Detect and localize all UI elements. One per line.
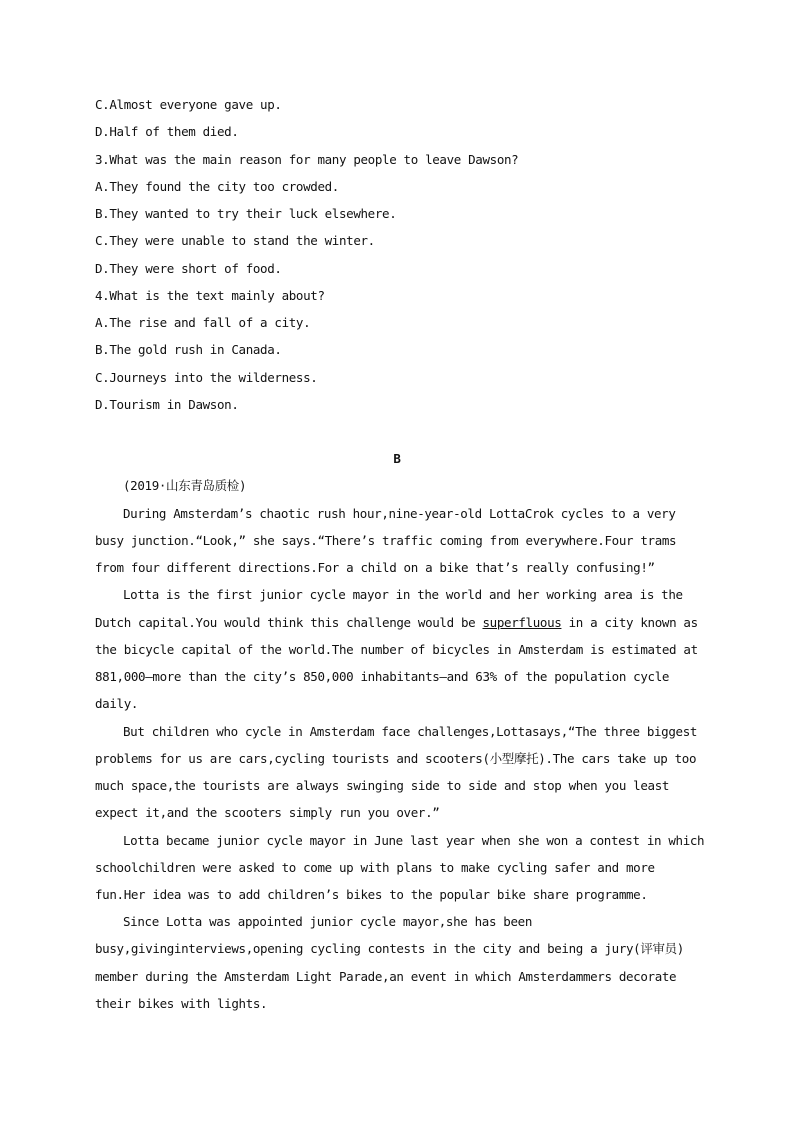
p5-line-1: Since Lotta was appointed junior cycle mayor,she has been	[123, 914, 533, 929]
p1-line-2: busy junction.“Look,” she says.“There’s traffic coming from everywhere.Four trams	[95, 533, 677, 548]
q4-option-b: B.The gold rush in Canada.	[95, 342, 282, 357]
p2-line-3: the bicycle capital of the world.The number of bicycles in Amsterdam is estimated at	[95, 642, 698, 657]
q3-option-a: A.They found the city too crowded.	[95, 179, 339, 194]
q4-stem: 4.What is the text mainly about?	[95, 288, 325, 303]
q4-option-d: D.Tourism in Dawson.	[95, 397, 239, 412]
p5-line-3: member during the Amsterdam Light Parade,an event in which Amsterdammers decorate	[95, 969, 677, 984]
p2-line-2-before: Dutch capital.You would think this challenge would be	[95, 615, 483, 630]
p5-line-4: their bikes with lights.	[95, 996, 268, 1011]
p2-line-1: Lotta is the first junior cycle mayor in the world and her working area is the	[123, 587, 683, 602]
p2-line-5: daily.	[95, 696, 139, 711]
q3-option-b: B.They wanted to try their luck elsewhere.	[95, 206, 397, 221]
section-source: (2019·山东青岛质检)	[123, 478, 247, 493]
q4-option-a: A.The rise and fall of a city.	[95, 315, 311, 330]
q3-option-c: C.They were unable to stand the winter.	[95, 233, 375, 248]
p1-line-3: from four different directions.For a child on a bike that’s really confusing!”	[95, 560, 655, 575]
q2-option-c: C.Almost everyone gave up.	[95, 97, 282, 112]
p2-line-2-after: in a city known as	[561, 615, 698, 630]
q4-option-c: C.Journeys into the wilderness.	[95, 370, 318, 385]
p5-line-2: busy,givinginterviews,opening cycling contests in the city and being a jury(评审员)	[95, 941, 684, 956]
q2-option-d: D.Half of them died.	[95, 124, 239, 139]
p3-line-4: expect it,and the scooters simply run you over.”	[95, 805, 440, 820]
p4-line-1: Lotta became junior cycle mayor in June last year when she won a contest in which	[123, 833, 705, 848]
p2-line-4: 881,000—more than the city’s 850,000 inhabitants—and 63% of the population cycle	[95, 669, 670, 684]
section-heading: B	[393, 451, 401, 466]
p3-line-2: problems for us are cars,cycling tourists and scooters(小型摩托).The cars take up too	[95, 751, 697, 766]
p3-line-3: much space,the tourists are always swinging side to side and stop when you least	[95, 778, 670, 793]
p4-line-2: schoolchildren were asked to come up with plans to make cycling safer and more	[95, 860, 655, 875]
p2-line-2	[95, 615, 698, 631]
p1-line-1: During Amsterdam’s chaotic rush hour,nine-year-old LottaCrok cycles to a very	[123, 506, 676, 521]
p3-line-1: But children who cycle in Amsterdam face challenges,Lottasays,“The three biggest	[123, 724, 698, 739]
p4-line-3: fun.Her idea was to add children’s bikes to the popular bike share programme.	[95, 887, 648, 902]
underlined-word: superfluous	[482, 615, 562, 630]
q3-option-d: D.They were short of food.	[95, 261, 282, 276]
q3-stem: 3.What was the main reason for many people to leave Dawson?	[95, 152, 519, 167]
